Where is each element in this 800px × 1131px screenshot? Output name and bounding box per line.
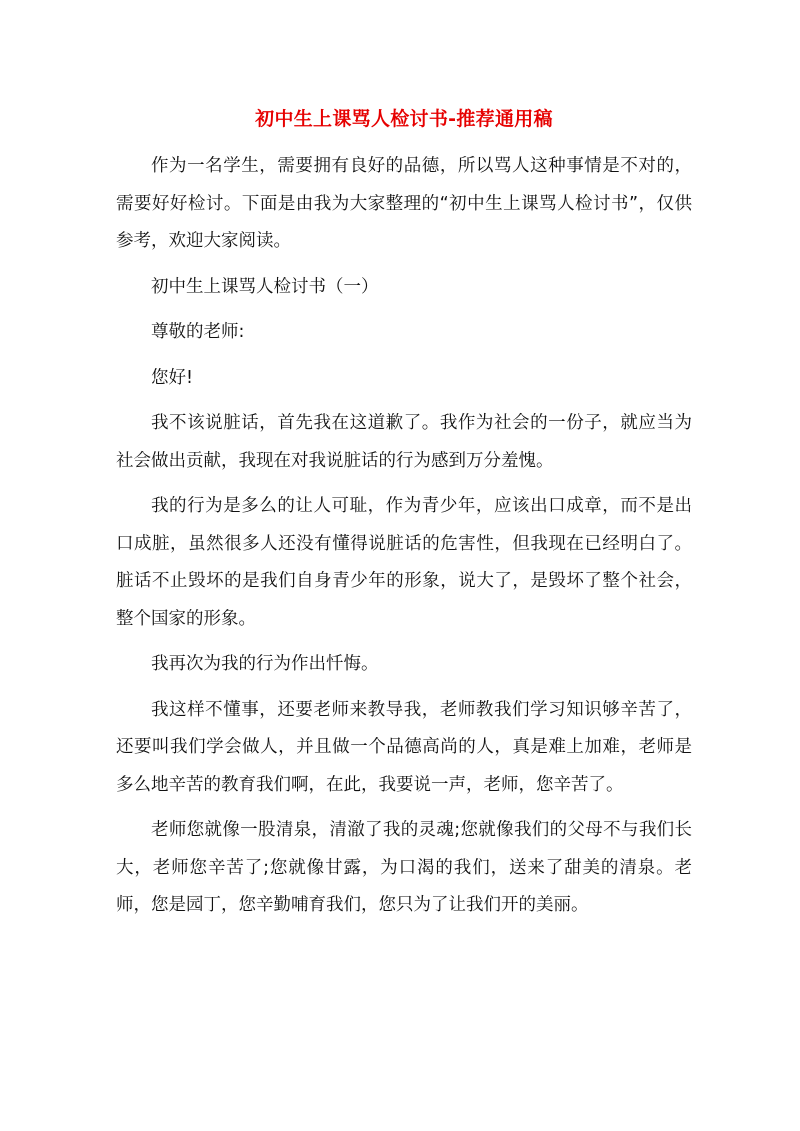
paragraph-section-heading: 初中生上课骂人检讨书（一） (151, 276, 379, 297)
paragraph-body-5: 老师您就像一股清泉，清澈了我的灵魂;您就像我们的父母不与我们长大，老师您辛苦了;您就像甘露，为口渴的我们，送来了甜美的清泉。老师，您是园丁，您辛勤哺育我们，您只为了让我们开的美丽。 (116, 820, 692, 915)
paragraph-body-4: 我这样不懂事，还要老师来教导我，老师教我们学习知识够辛苦了，还要叫我们学会做人，并且做一个品德高尚的人，真是难上加难，老师是多么地辛苦的教育我们啊，在此，我要说一声，老师，您辛苦了。 (116, 699, 692, 795)
paragraph-body-1: 我不该说脏话，首先我在这道歉了。我作为社会的一份子，就应当为社会做出贡献，我现在对我说脏话的行为感到万分羞愧。 (116, 413, 692, 471)
paragraph-body-3: 我再次为我的行为作出忏悔。 (151, 654, 379, 674)
document-body (116, 148, 692, 925)
paragraph-salutation: 尊敬的老师: (151, 322, 245, 342)
paragraph-greeting: 您好! (151, 367, 194, 388)
paragraph-intro: 作为一名学生，需要拥有良好的品德，所以骂人这种事情是不对的，需要好好检讨。下面是由我为大家整理的“初中生上课骂人检讨书”，仅供参考，欢迎大家阅读。 (116, 156, 692, 251)
document-title: 初中生上课骂人检讨书-推荐通用稿 (255, 108, 553, 130)
paragraph-body-2: 我的行为是多么的让人可耻，作为青少年，应该出口成章，而不是出口成脏，虽然很多人还没有懂得说脏话的危害性，但我现在已经明白了。脏话不止毁坏的是我们自身青少年的形象，说大了，是毁坏了整个社会，整个国家的形象。 (116, 496, 692, 629)
